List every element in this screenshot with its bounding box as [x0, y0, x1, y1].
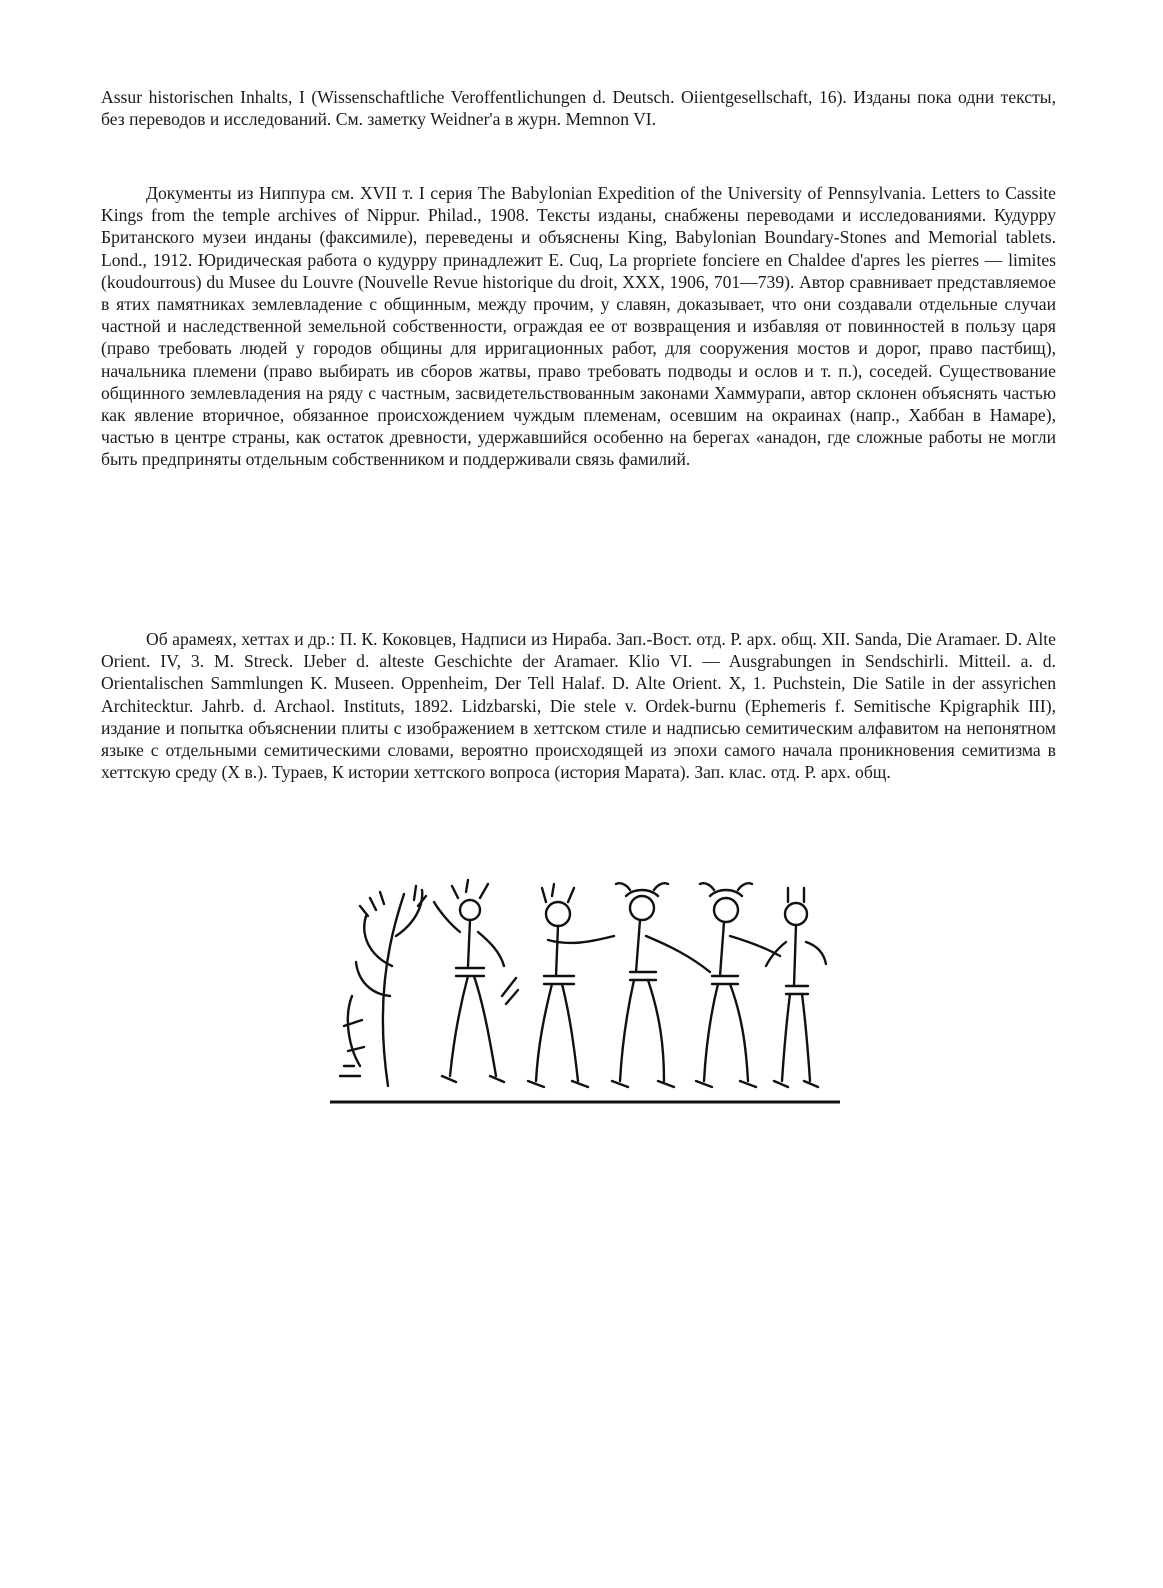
paragraph-bibliography-assur: Assur historischen Inhalts, I (Wissenschaftliche Veroffentlichungen d. Deutsch. Oiientgesellschaft, 16). Изданы пока одни тексты, без переводов и исследований. См. заметку Weidner'а в журн. Memnon VI.: [101, 87, 1056, 130]
paragraph-nippur-documents: Документы из Ниппура см. XVII т. I серия The Babylonian Expedition of the University of Pennsylvania. Letters to Cassite Kings from the temple archives of Nippur. Philad., 1908. Тексты изданы, снабжены переводами и исследованиями. Кудурру Британского музеи инданы (факсимиле), переведены и объяснены King, Babylonian Boundary-Stones and Memorial tablets. Lond., 1912. Юридическая работа о кудурру принадлежит E. Cuq, La propriete fonciere en Chaldee d'apres les pierres — limites (koudourrous) du Musee du Louvre (Nouvelle Revue historique du droit, XXX, 1906, 701—739). Автор сравнивает представляемое в ятих памятниках землевладение с общинным, между прочим, у славян, доказывает, что они создавали отдельные случаи частной и наследственной земельной собственности, ограждая ее от возвращения и избавляя от повинностей в пользу царя (право требовать людей у городов общины для ирригационных работ, для сооружения мостов и дорог, право пастбищ), начальника племени (право выбирать ив сборов жатвы, право требовать подводы и ослов и т. п.), соседей. Существование общинного землевладения на ряду с частным, засвидетельствованным законами Хаммурапи, автор склонен объяснять частью как явление вторичное, обязанное происхождением чуждым племенам, осевшим на окраинах (напр., Хаббан в Намаре), частью в центре страны, как остаток древности, удержавшийся особенно на берегах «анадон, где сложные работы не могли быть предприняты отдельным собственником и поддерживали связь фамилий.: [101, 183, 1056, 470]
tree-figure: [340, 886, 426, 1086]
hero-figure-1: [434, 880, 518, 1082]
bull-man-figure-3: [612, 883, 710, 1087]
seal-impression-illustration: [330, 876, 840, 1108]
horned-figure-4: [696, 883, 780, 1087]
standing-figure-5: [766, 888, 826, 1087]
paragraph-arameans-hittites: Об арамеях, хеттах и др.: П. К. Коковцев, Надписи из Нираба. Зап.-Вост. отд. Р. арх. общ. XII. Sanda, Die Aramaer. D. Alte Orient. IV, 3. M. Streck. IJeber d. alteste Geschichte der Aramaer. Klio VI. — Ausgrabungen in Sendschirli. Mitteil. a. d. Orientalischen Sammlungen K. Museen. Oppenheim, Der Tell Halaf. D. Alte Orient. X, 1. Puchstein, Die Satile in der assyrichen Architecktur. Jahrb. d. Archaol. Instituts, 1892. Lidzbarski, Die stele v. Ordek-burnu (Ephemeris f. Semitische Kpigraphik III), издание и попытка объяснении плиты с изображением в хеттском стиле и надписью семитическим алфавитом на непонятном языке с отдельными семитическими словами, вероятно происходящей из эпохи самого начала проникновения семитизма в хеттскую среду (X в.). Тураев, К истории хеттского вопроса (история Марата). Зап. клас. отд. Р. арх. общ.: [101, 629, 1056, 783]
wrestler-figure-2: [528, 884, 614, 1087]
